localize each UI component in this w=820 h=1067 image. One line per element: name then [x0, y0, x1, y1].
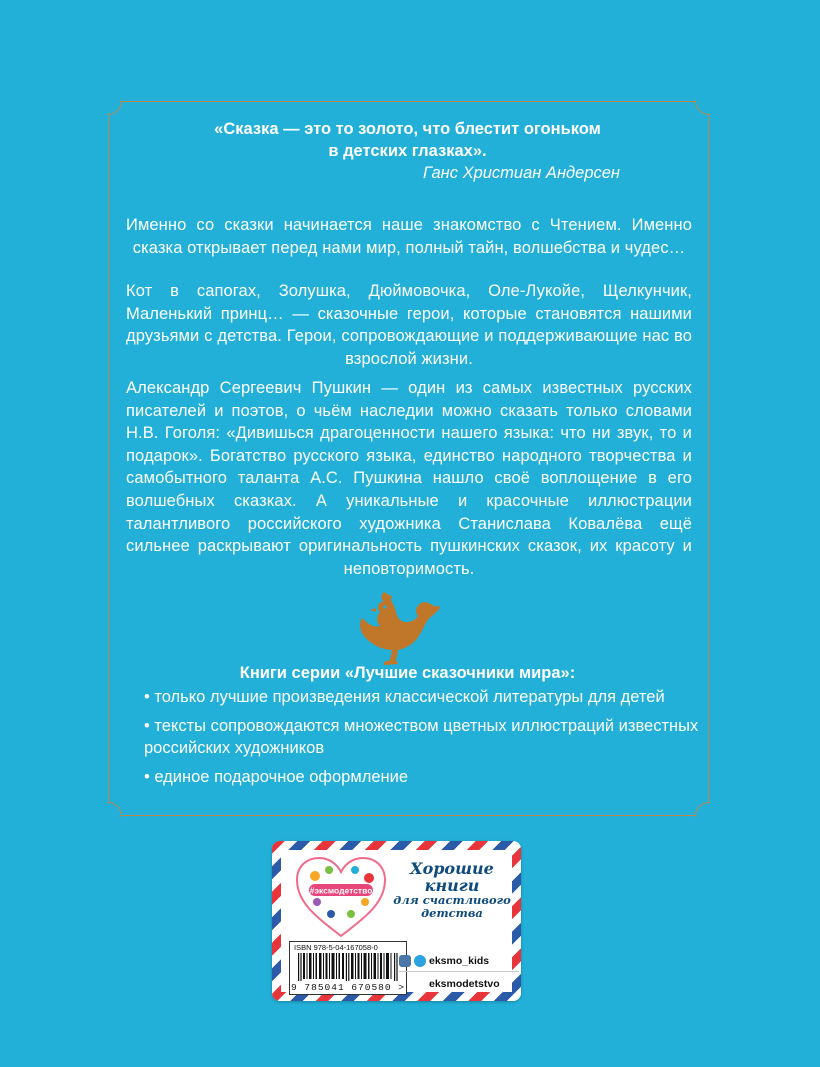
pushkin-paragraph: Александр Сергеевич Пушкин — один из самых известных русских писателей и поэтов, о чьём наследии можно сказать только словами Н.В. Гоголя: «Дивишься драгоценности нашего языка: что ни звук, то и подарок». Богатство русского языка, единство народного творчества и самобытного таланта А.С. Пушкина нашло своё воплощение в его волшебных сказках. А уникальные и красочные иллюстрации талантливого российского художника Станислава Ковалёва ещё сильнее раскрывают оригинальность пушкинских сказок, их красоту и неповторимость.	[126, 379, 692, 578]
intro-paragraph: Именно со сказки начинается наше знакомство с Чтением. Именно сказка открывает перед нами мир, полный тайн, волшебства и чудес…	[126, 216, 692, 257]
tagline	[393, 860, 511, 920]
epigraph-quote	[120, 118, 695, 162]
barcode-icon	[298, 953, 398, 981]
series-bullets	[144, 686, 704, 794]
tagline-line-3: для счастливого	[393, 893, 511, 907]
quote-line-2: в детских глазках».	[328, 142, 487, 160]
heroes-paragraph: Кот в сапогах, Золушка, Дюймовочка, Оле-Лукойе, Щелкунчик, Маленький принц… — сказочные герои, которые становятся нашими друзьями с детства. Герои, сопровождающие и поддерживающие нас во взрослой жизни.	[126, 282, 692, 368]
series-title: Книги серии «Лучшие сказочники мира»:	[239, 664, 576, 682]
social-handle-kids: eksmo_kids	[429, 955, 490, 967]
rooster-icon	[354, 588, 442, 670]
vk-icon	[399, 955, 411, 967]
bullet-item: • единое подарочное оформление	[144, 767, 409, 786]
quote-line-1: «Сказка — это то золото, что блестит огоньком	[214, 120, 601, 138]
heart-logo-icon	[295, 856, 387, 938]
social-handle-detstvo: eksmodetstvo	[429, 978, 500, 990]
social-row-kids[interactable]	[399, 953, 519, 972]
bullet-item: • только лучшие произведения классической литературы для детей	[144, 688, 665, 706]
bullet-item: • тексты сопровождаются множеством цветных иллюстраций известных российских художников	[144, 716, 699, 757]
isbn-label: ISBN 978-5-04-167058-0	[294, 943, 378, 952]
tagline-line-2: книги	[424, 876, 480, 895]
tagline-line-1: Хорошие	[410, 859, 494, 878]
social-row-detstvo[interactable]	[399, 976, 519, 994]
barcode-number: 9 785041 670580 >	[291, 982, 405, 993]
tagline-line-4: детства	[421, 906, 483, 920]
social-links	[399, 953, 519, 994]
publisher-card	[272, 841, 521, 1001]
hashtag-label: #эксмодетство	[309, 885, 373, 896]
telegram-icon	[414, 955, 426, 967]
isbn-barcode-box	[289, 941, 407, 995]
quote-author: Ганс Христиан Андерсен	[423, 164, 620, 182]
